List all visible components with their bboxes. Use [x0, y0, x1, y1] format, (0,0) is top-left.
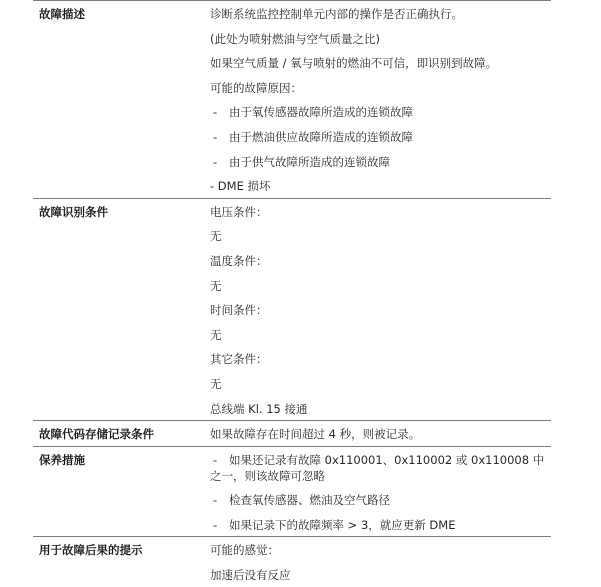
row-content [205, 1, 551, 198]
table-row-detection-conditions [33, 198, 551, 420]
text-line: 其它条件： [210, 352, 268, 367]
row-content [205, 537, 551, 586]
text-line: 无 [210, 327, 222, 342]
bullet-line [210, 149, 551, 174]
bullet-line [210, 512, 551, 537]
text-line: 诊断系统监控控制单元内部的操作是否正确执行。 [210, 7, 463, 21]
text-line: 如果空气质量 / 氧与喷射的燃油不可信，即识别到故障。 [210, 56, 498, 71]
bullet-dash: - [213, 452, 218, 467]
row-label: 用于故障后果的提示 [39, 543, 143, 558]
bullet-dash: - [213, 105, 218, 120]
text-line: 总线端 Kl. 15 接通 [210, 401, 308, 416]
bullet-line [210, 447, 551, 488]
bullet-text: 由于供气故障所造成的连锁故障 [229, 154, 390, 169]
table-row-storage-conditions [33, 420, 551, 446]
text-line: 温度条件： [210, 253, 268, 268]
row-label: 故障代码存储记录条件 [39, 427, 154, 442]
bullet-line [210, 487, 551, 512]
bullet-line [210, 99, 551, 124]
text-line: 加速后没有反应 [210, 568, 291, 583]
row-label: 故障识别条件 [39, 204, 108, 219]
table-row-consequence-hints [33, 536, 551, 586]
text-line: (此处为喷射燃油与空气质量之比) [210, 31, 380, 46]
row-content [205, 421, 551, 446]
bullet-text: 检查氧传感器、燃油及空气路径 [229, 493, 390, 508]
bullet-text: 由于氧传感器故障所造成的连锁故障 [229, 105, 413, 120]
table-row-service-measures [33, 446, 551, 537]
text-line: 无 [210, 278, 222, 293]
row-label: 保养措施 [39, 452, 85, 467]
table-row-fault-description [33, 0, 551, 198]
row-content [205, 447, 551, 537]
text-line: 如果故障存在时间超过 4 秒，则被记录。 [210, 427, 421, 442]
row-label: 故障描述 [39, 7, 85, 21]
text-line: 时间条件： [210, 303, 268, 318]
row-content [205, 199, 551, 420]
text-line: 电压条件： [210, 204, 268, 219]
text-line: 可能的感觉： [210, 543, 279, 558]
text-line: - DME 损坏 [210, 179, 271, 194]
text-line: 无 [210, 229, 222, 244]
bullet-line [210, 124, 551, 149]
bullet-text: 如果记录下的故障频率 > 3，就应更新 DME [229, 517, 456, 532]
bullet-dash: - [213, 517, 218, 532]
text-line: 无 [210, 376, 222, 391]
bullet-text: 如果还记录有故障 0x110001、0x110002 或 0x110008 中之一，则该故障可忽略 [210, 452, 545, 483]
bullet-dash: - [213, 129, 218, 144]
bullet-text: 由于燃油供应故障所造成的连锁故障 [229, 129, 413, 144]
bullet-dash: - [213, 154, 218, 169]
bullet-dash: - [213, 493, 218, 508]
text-line: 可能的故障原因： [210, 80, 302, 95]
fault-info-table [33, 0, 551, 587]
